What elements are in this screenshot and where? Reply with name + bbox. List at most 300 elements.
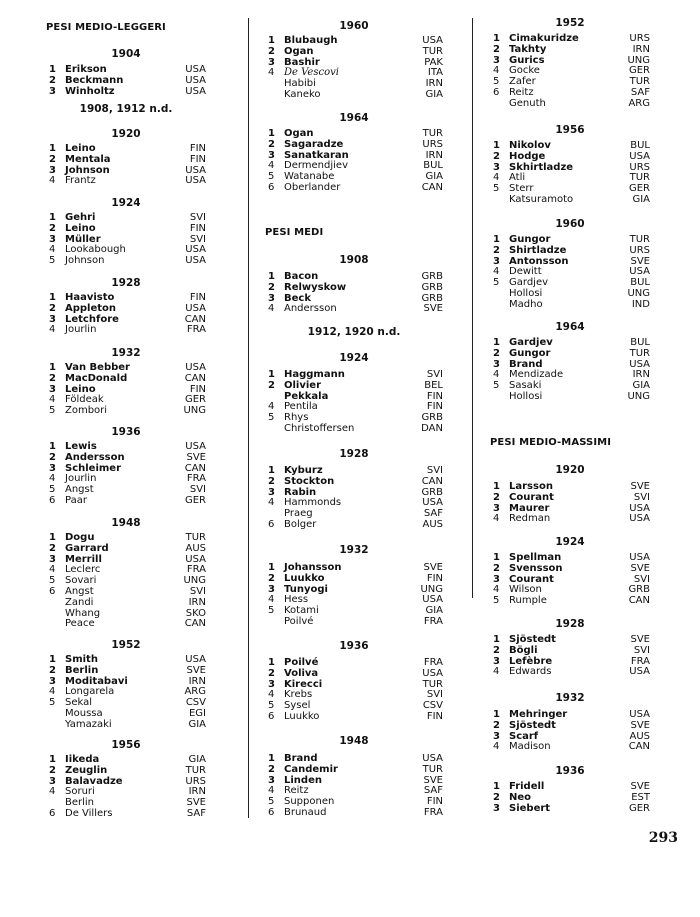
result-row	[46, 586, 206, 597]
result-row	[490, 492, 650, 503]
result-row	[265, 391, 443, 402]
country-code: SVE	[630, 719, 650, 731]
games-year: 1948	[111, 517, 141, 529]
result-row	[265, 150, 443, 161]
placing: 6	[493, 87, 500, 98]
athlete-name: Gungor	[509, 347, 551, 359]
athlete-name: Merrill	[65, 553, 102, 565]
placing: 1	[268, 753, 275, 764]
athlete-name: Tunyogi	[284, 583, 328, 595]
placing: 4	[268, 160, 275, 172]
country-code: FIN	[426, 572, 443, 584]
result-row	[265, 89, 443, 100]
games-year: 1928	[339, 448, 369, 460]
athlete-name: Sjöstedt	[509, 634, 556, 645]
result-row	[265, 796, 443, 807]
placing: 3	[268, 149, 275, 161]
page-number: 293	[648, 830, 678, 846]
athlete-name: Neo	[509, 791, 532, 803]
athlete-name: Dogu	[65, 532, 95, 543]
placing: 3	[268, 56, 275, 68]
placing: 2	[493, 644, 500, 656]
athlete-name: Winholtz	[65, 85, 115, 97]
country-code: USA	[422, 594, 443, 606]
country-code: IRN	[188, 675, 206, 687]
result-row	[46, 405, 206, 416]
country-code: IRN	[425, 78, 443, 90]
country-code: TUR	[629, 172, 650, 184]
result-row	[265, 616, 443, 627]
result-row	[46, 575, 206, 586]
country-code: SVE	[630, 562, 650, 574]
placing: 1	[268, 465, 275, 476]
country-code: TUR	[629, 234, 650, 245]
country-code: BEL	[424, 379, 443, 391]
country-code: CAN	[628, 741, 650, 753]
athlete-name: Shirtladze	[509, 244, 567, 256]
athlete-name: Hess	[284, 594, 309, 606]
placing: 2	[268, 45, 275, 57]
section-heading: PESI MEDIO-LEGGERI	[46, 22, 166, 33]
result-row	[46, 223, 206, 234]
placing: 5	[493, 277, 500, 289]
athlete-name: Krebs	[284, 689, 313, 701]
athlete-name: Poilvé	[284, 657, 319, 668]
games-year: 1956	[111, 739, 141, 751]
athlete-name: Zafer	[509, 76, 536, 88]
country-code: SVI	[189, 212, 206, 223]
athlete-name: Berlin	[65, 664, 99, 676]
result-row	[265, 35, 443, 46]
placing: 1	[49, 441, 56, 452]
placing: 1	[268, 562, 275, 573]
country-code: BUL	[630, 277, 650, 289]
athlete-name: Brand	[284, 753, 318, 764]
athlete-name: Frantz	[65, 175, 96, 187]
result-row	[490, 503, 650, 514]
country-code: BUL	[630, 140, 650, 151]
country-code: SKO	[185, 607, 206, 619]
athlete-name: Madho	[509, 298, 543, 310]
result-row	[46, 686, 206, 697]
result-row	[490, 731, 650, 742]
result-row	[46, 697, 206, 708]
placing: 3	[493, 161, 500, 173]
country-code: USA	[185, 553, 206, 565]
country-code: EST	[631, 791, 650, 803]
country-code: AUS	[629, 730, 650, 742]
country-code: URS	[422, 138, 443, 150]
athlete-name: Habibi	[284, 78, 316, 90]
athlete-name: Moditabavi	[65, 675, 128, 687]
result-row	[265, 508, 443, 519]
athlete-name: Sovari	[65, 575, 97, 587]
result-row	[265, 689, 443, 700]
country-code: GER	[628, 802, 650, 814]
athlete-name: Courant	[509, 491, 554, 503]
athlete-name: Peace	[65, 618, 95, 630]
placing: 4	[493, 65, 500, 77]
result-row	[265, 160, 443, 171]
placing: 2	[493, 491, 500, 503]
country-code: GRB	[421, 292, 443, 304]
athlete-name: Whang	[65, 607, 101, 619]
result-row	[46, 665, 206, 676]
athlete-name: Spellman	[509, 552, 562, 563]
country-code: SVI	[426, 369, 443, 380]
athlete-name: Sysel	[284, 700, 311, 712]
country-code: USA	[422, 35, 443, 46]
result-row	[265, 700, 443, 711]
country-code: USA	[629, 502, 650, 514]
column-divider	[472, 18, 473, 598]
athlete-name: Appleton	[65, 302, 117, 314]
athlete-name: Stockton	[284, 475, 335, 487]
country-code: FIN	[189, 292, 206, 303]
country-code: FIN	[426, 711, 443, 722]
country-code: BUL	[423, 160, 443, 172]
result-row	[46, 463, 206, 474]
athlete-name: Ogan	[284, 45, 314, 57]
placing: 3	[493, 573, 500, 585]
result-row	[265, 584, 443, 595]
result-row	[490, 194, 650, 205]
country-code: USA	[185, 164, 206, 176]
result-row	[46, 554, 206, 565]
result-row	[46, 719, 206, 730]
country-code: SVI	[426, 465, 443, 476]
placing: 5	[493, 380, 500, 392]
result-row	[46, 86, 206, 97]
result-row	[490, 337, 650, 348]
country-code: USA	[629, 513, 650, 525]
result-row	[265, 78, 443, 89]
athlete-name: Genuth	[509, 97, 546, 109]
athlete-name: Smith	[65, 654, 98, 665]
result-row	[265, 657, 443, 668]
result-row	[490, 645, 650, 656]
placing: 3	[49, 313, 56, 325]
placing: 4	[49, 786, 56, 798]
athlete-name: Skhirtladze	[509, 161, 574, 173]
athlete-name: Gungor	[509, 234, 551, 245]
result-row	[46, 776, 206, 787]
result-row	[265, 293, 443, 304]
country-code: USA	[422, 753, 443, 764]
result-row	[490, 76, 650, 87]
placing: 2	[493, 43, 500, 55]
games-year: 1908, 1912 n.d.	[79, 103, 173, 115]
placing: 4	[493, 666, 500, 678]
result-row	[46, 484, 206, 495]
country-code: UNG	[183, 405, 206, 417]
result-row	[490, 709, 650, 720]
result-row	[265, 412, 443, 423]
athlete-name: Garrard	[65, 542, 109, 554]
placing: 3	[493, 358, 500, 370]
result-row	[490, 172, 650, 183]
placing: 2	[49, 542, 56, 554]
country-code: FIN	[189, 153, 206, 165]
country-code: FIN	[426, 390, 443, 402]
placing: 4	[49, 686, 56, 698]
result-row	[490, 33, 650, 44]
athlete-name: Antonsson	[509, 255, 569, 267]
country-code: IRN	[632, 369, 650, 381]
country-code: SVE	[423, 562, 443, 573]
placing: 6	[268, 807, 275, 818]
athlete-name: Dermendjiev	[284, 160, 348, 172]
athlete-name: Haggmann	[284, 369, 345, 380]
games-year: 1920	[555, 464, 585, 476]
athlete-name: Yamazaki	[65, 718, 112, 730]
country-code: FRA	[630, 655, 650, 667]
country-code: GRB	[421, 271, 443, 282]
country-code: PAK	[424, 56, 443, 68]
country-code: USA	[185, 654, 206, 665]
athlete-name: Dewitt	[509, 266, 542, 278]
athlete-name: Maurer	[509, 502, 550, 514]
athlete-name: Candemir	[284, 763, 338, 775]
placing: 3	[268, 583, 275, 595]
placing: 2	[268, 379, 275, 391]
athlete-name: Scarf	[509, 730, 539, 742]
country-code: CAN	[184, 462, 206, 474]
country-code: SVE	[423, 303, 443, 315]
country-code: ITA	[427, 67, 443, 79]
placing: 5	[493, 76, 500, 88]
country-code: TUR	[422, 45, 443, 57]
country-code: USA	[185, 441, 206, 452]
placing: 1	[49, 754, 56, 765]
athlete-name: Paar	[65, 495, 87, 506]
placing: 2	[268, 475, 275, 487]
country-code: SVE	[186, 451, 206, 463]
placing: 3	[49, 383, 56, 395]
placing: 5	[493, 595, 500, 607]
result-row	[46, 754, 206, 765]
athlete-name: Wilson	[509, 584, 542, 596]
result-row	[490, 634, 650, 645]
athlete-name: Kotami	[284, 605, 319, 617]
athlete-name: Erikson	[65, 64, 107, 75]
country-code: USA	[629, 666, 650, 678]
country-code: EGI	[188, 708, 206, 719]
country-code: FRA	[423, 616, 443, 627]
result-row	[490, 574, 650, 585]
placing: 1	[493, 481, 500, 492]
result-row	[265, 423, 443, 434]
athlete-name: Bacon	[284, 271, 319, 282]
placing: 1	[493, 552, 500, 563]
country-code: SVE	[630, 481, 650, 492]
result-row	[490, 563, 650, 574]
country-code: BUL	[630, 337, 650, 348]
athlete-name: Andersson	[284, 303, 337, 315]
country-code: UNG	[183, 575, 206, 587]
country-code: ARG	[184, 686, 206, 698]
country-code: SVI	[189, 586, 206, 597]
athlete-name: Rhys	[284, 412, 309, 424]
placing: 2	[268, 281, 275, 293]
athlete-name: Ogan	[284, 128, 314, 139]
games-year: 1936	[111, 426, 141, 438]
athlete-name: Hollosi	[509, 391, 543, 402]
country-code: FRA	[423, 807, 443, 818]
games-year: 1920	[111, 128, 141, 140]
games-year: 1956	[555, 124, 585, 136]
placing: 1	[49, 143, 56, 154]
placing: 5	[268, 700, 275, 712]
placing: 2	[49, 302, 56, 314]
athlete-name: Luukko	[284, 711, 320, 722]
result-row	[490, 44, 650, 55]
placing: 2	[493, 719, 500, 731]
placing: 2	[49, 451, 56, 463]
placing: 2	[493, 791, 500, 803]
athlete-name: Berlin	[65, 797, 95, 809]
result-row	[46, 75, 206, 86]
result-row	[490, 256, 650, 267]
athlete-name: Kyburz	[284, 465, 323, 476]
games-year: 1932	[111, 347, 141, 359]
result-row	[265, 497, 443, 508]
country-code: SVI	[633, 573, 650, 585]
country-code: TUR	[422, 128, 443, 139]
placing: 6	[268, 711, 275, 722]
placing: 2	[268, 138, 275, 150]
result-row	[490, 595, 650, 606]
placing: 2	[268, 763, 275, 775]
athlete-name: MacDonald	[65, 372, 128, 384]
result-row	[490, 234, 650, 245]
country-code: SVI	[189, 233, 206, 245]
placing: 4	[268, 401, 275, 413]
placing: 1	[49, 532, 56, 543]
country-code: URS	[185, 775, 206, 787]
country-code: GER	[628, 183, 650, 195]
result-row	[490, 391, 650, 402]
result-row	[490, 288, 650, 299]
athlete-name: Jourlin	[65, 473, 97, 485]
result-row	[265, 807, 443, 818]
result-row	[490, 277, 650, 288]
result-row	[46, 255, 206, 266]
placing: 4	[493, 584, 500, 596]
country-code: ARG	[628, 97, 650, 109]
athlete-name: Iikeda	[65, 754, 100, 765]
result-row	[265, 753, 443, 764]
placing: 5	[49, 484, 56, 496]
games-year: 1960	[339, 20, 369, 32]
placing: 4	[493, 513, 500, 525]
athlete-name: Poilvé	[284, 616, 314, 627]
country-code: USA	[629, 358, 650, 370]
games-year: 1936	[555, 765, 585, 777]
result-row	[265, 775, 443, 786]
country-code: FIN	[426, 796, 443, 808]
athlete-name: Letchfore	[65, 313, 119, 325]
athlete-name: Kaneko	[284, 89, 321, 100]
country-code: USA	[185, 302, 206, 314]
placing: 4	[49, 394, 56, 406]
athlete-name: Zandi	[65, 596, 94, 608]
result-row	[46, 303, 206, 314]
country-code: TUR	[185, 532, 206, 543]
result-row	[490, 720, 650, 731]
placing: 2	[49, 153, 56, 165]
placing: 3	[493, 502, 500, 514]
result-row	[265, 562, 443, 573]
country-code: IRN	[425, 149, 443, 161]
athlete-name: Redman	[509, 513, 551, 525]
result-row	[265, 380, 443, 391]
result-row	[490, 781, 650, 792]
country-code: GIA	[188, 718, 206, 730]
section-heading: PESI MEDIO-MASSIMI	[490, 437, 612, 448]
result-row	[46, 362, 206, 373]
result-row	[265, 401, 443, 412]
placing: 3	[493, 255, 500, 267]
country-code: SVE	[423, 774, 443, 786]
placing: 3	[49, 233, 56, 245]
athlete-name: Relwyskow	[284, 281, 347, 293]
result-row	[265, 679, 443, 690]
placing: 2	[49, 764, 56, 776]
athlete-name: Linden	[284, 774, 322, 786]
result-row	[46, 154, 206, 165]
games-year: 1948	[339, 735, 369, 747]
country-code: SVI	[633, 644, 650, 656]
athlete-name: Sagaradze	[284, 138, 344, 150]
placing: 3	[268, 678, 275, 690]
games-year: 1928	[111, 277, 141, 289]
placing: 4	[268, 785, 275, 797]
result-row	[46, 654, 206, 665]
athlete-name: Soruri	[65, 786, 95, 798]
result-row	[265, 764, 443, 775]
placing: 3	[268, 486, 275, 498]
country-code: CSV	[185, 697, 206, 709]
result-row	[490, 266, 650, 277]
country-code: TUR	[185, 764, 206, 776]
result-row	[46, 441, 206, 452]
placing: 2	[49, 664, 56, 676]
placing: 4	[268, 303, 275, 315]
athlete-name: Angst	[65, 484, 94, 496]
placing: 5	[49, 697, 56, 709]
result-row	[490, 552, 650, 563]
section-heading: PESI MEDI	[265, 227, 324, 238]
result-row	[490, 183, 650, 194]
country-code: SVE	[630, 634, 650, 645]
country-code: FRA	[423, 657, 443, 668]
country-code: GIA	[188, 754, 206, 765]
result-row	[265, 303, 443, 314]
athlete-name: Lefèbre	[509, 655, 553, 667]
result-row	[265, 67, 443, 78]
placing: 1	[493, 709, 500, 720]
athlete-name: Atli	[509, 172, 526, 184]
result-row	[490, 348, 650, 359]
athlete-name: Angst	[65, 586, 94, 597]
athlete-name: Lookabough	[65, 244, 126, 256]
placing: 4	[493, 369, 500, 381]
result-row	[490, 481, 650, 492]
country-code: UNG	[627, 54, 650, 66]
country-code: USA	[185, 85, 206, 97]
country-code: FIN	[189, 222, 206, 234]
